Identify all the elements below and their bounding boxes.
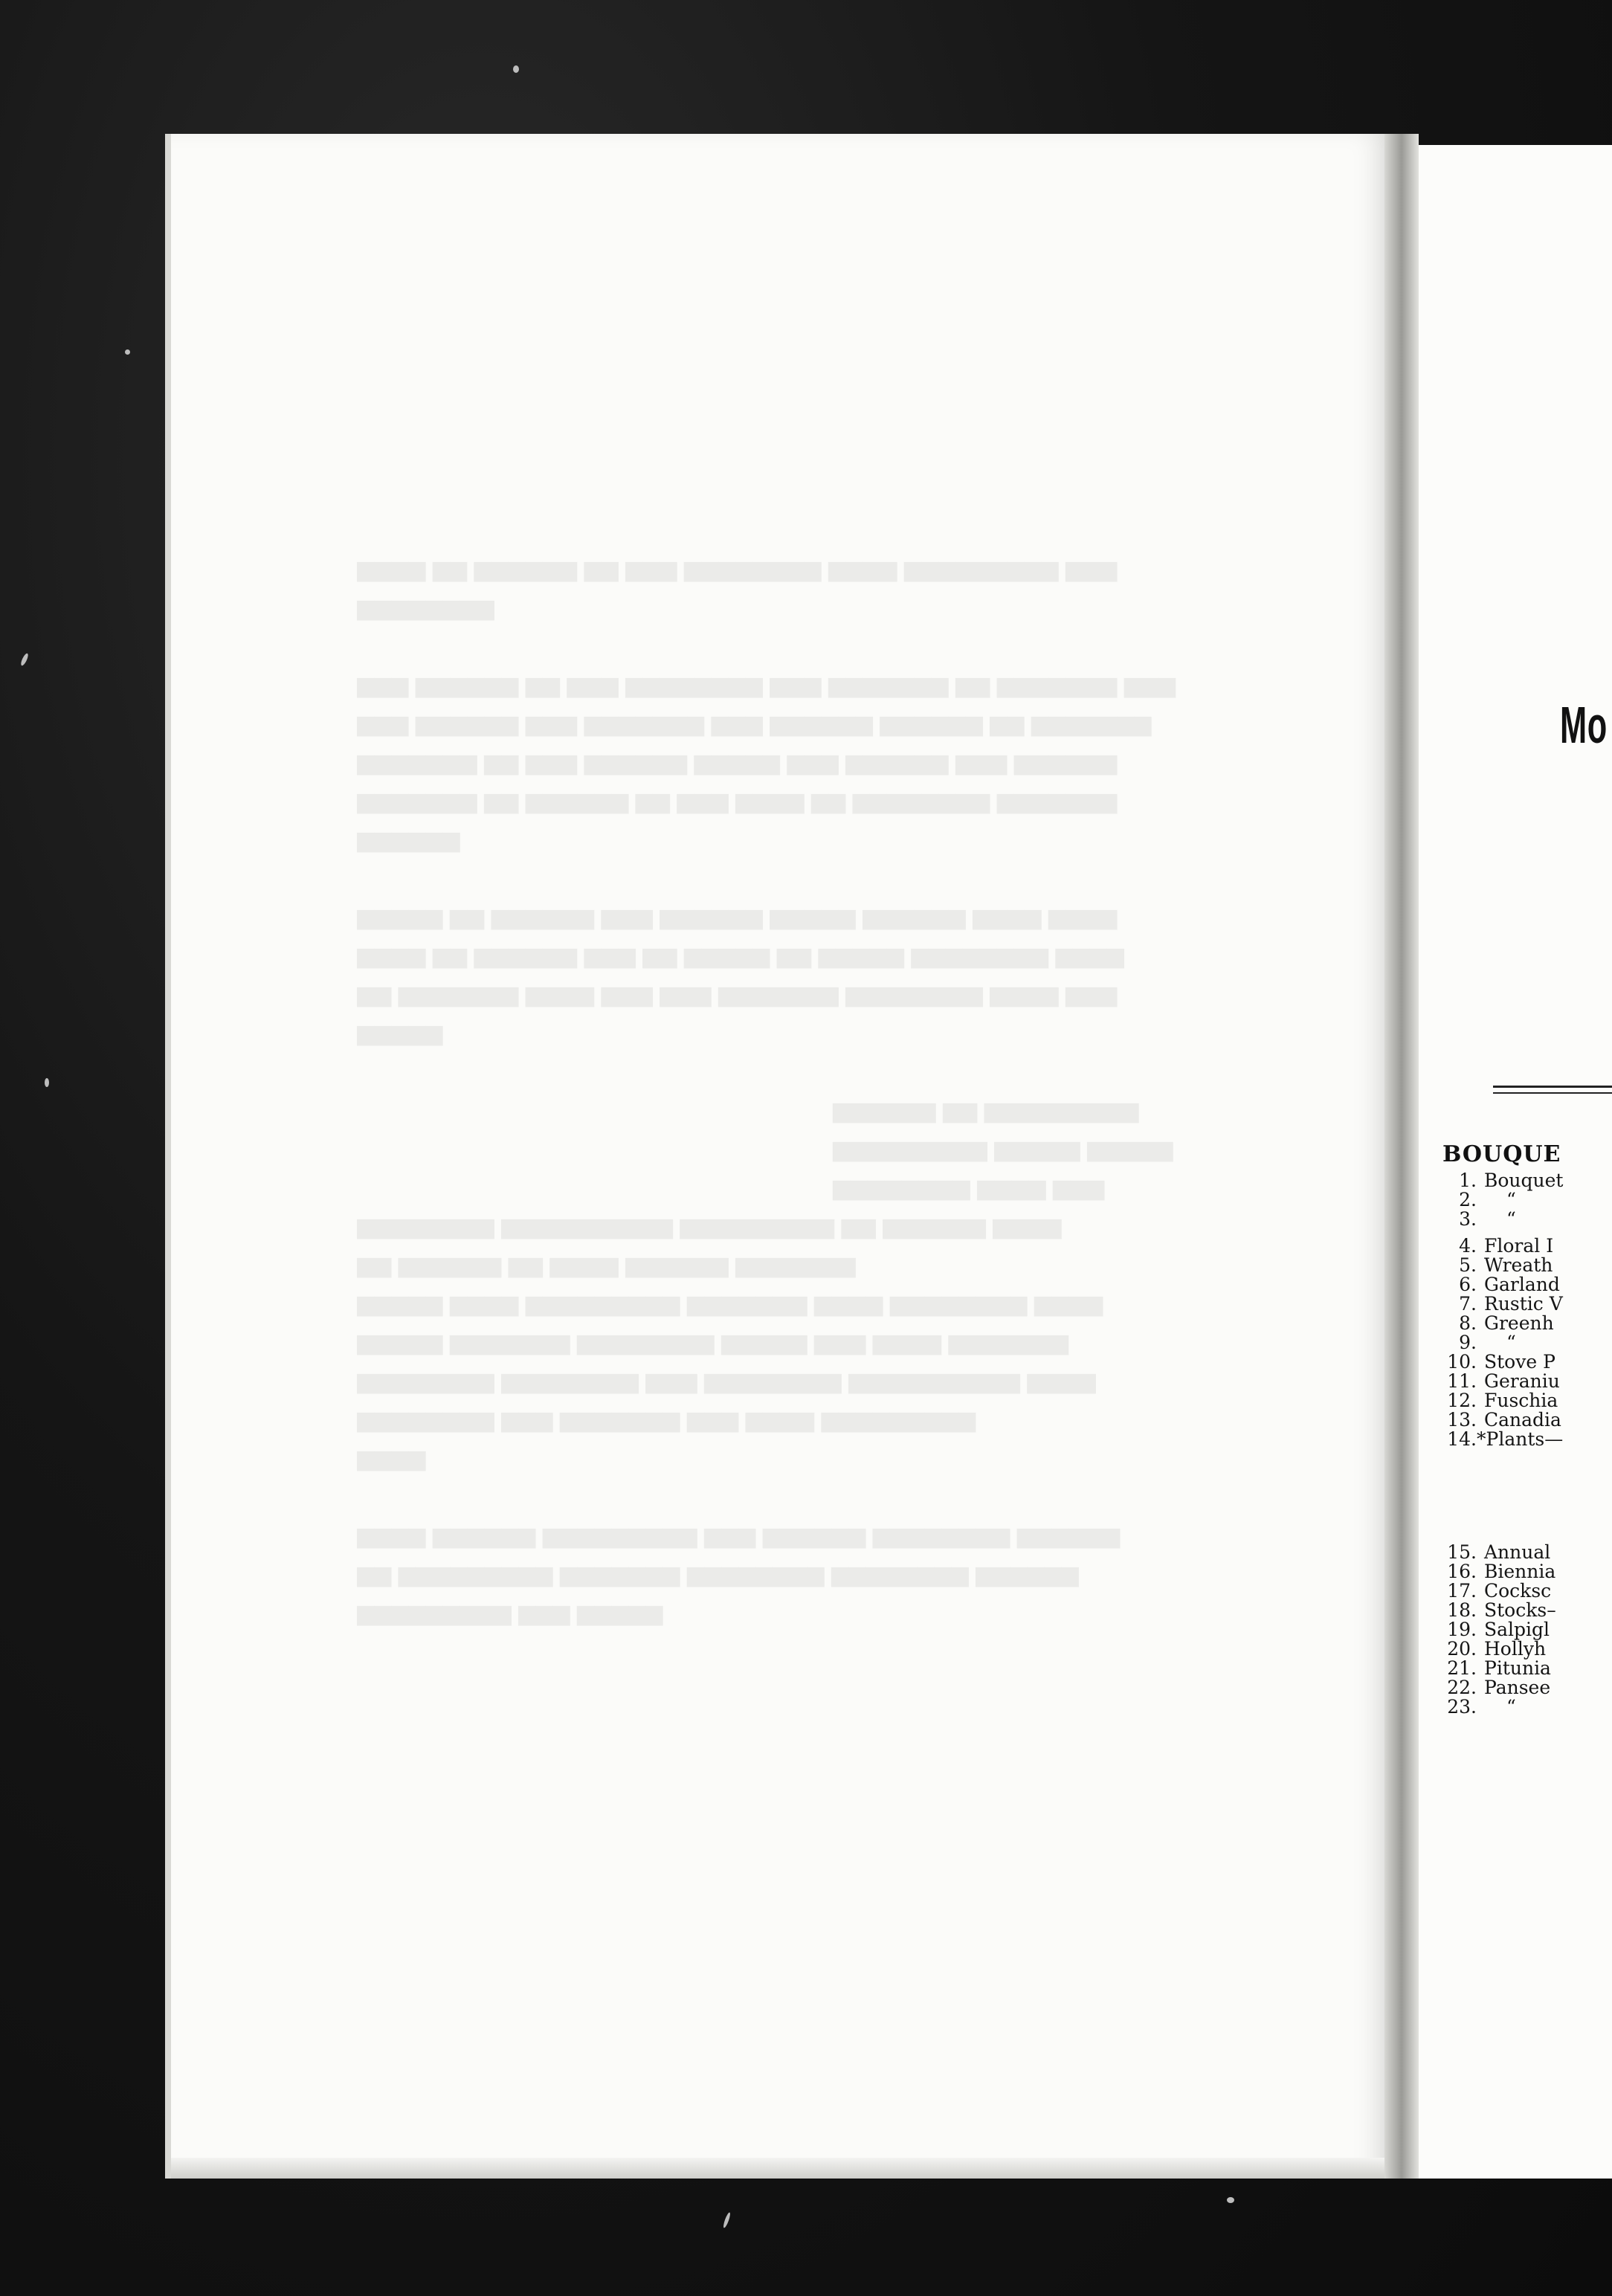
list-item: 21. Pitunia <box>1447 1657 1551 1679</box>
list-item: 20. Hollyh <box>1447 1638 1547 1660</box>
list-item: 3. “ <box>1459 1208 1516 1230</box>
right-page-cropped <box>1419 145 1612 2179</box>
list-item: 8. Greenh <box>1459 1312 1554 1334</box>
list-item: 12. Fuschia <box>1447 1390 1558 1411</box>
list-item: 14.*Plants— <box>1447 1428 1564 1450</box>
list-item: 5. Wreath <box>1459 1254 1553 1276</box>
dust-speck <box>125 349 130 355</box>
section-heading-fragment: BOUQUE <box>1442 1141 1561 1167</box>
book-gutter <box>1384 134 1419 2179</box>
list-item: 7. Rustic V <box>1459 1293 1563 1315</box>
dust-speck <box>513 65 519 73</box>
bleed-through-text: ▆▆▆▆ ▆▆ ▆▆▆▆▆▆ ▆▆ ▆▆▆ ▆▆▆▆▆▆▆▆ ▆▆▆▆ ▆▆▆▆▆▆▆▆▆ ▆▆▆ ▆▆▆▆▆▆▆▆ ▆▆▆ ▆▆▆▆▆▆ ▆▆ ▆▆▆ ▆▆▆▆▆▆▆▆ ▆▆▆ ▆▆▆▆▆▆▆ ▆▆ ▆▆▆▆▆▆▆ ▆▆▆ ▆▆▆ ▆▆▆▆▆▆ ▆▆▆ ▆▆▆▆▆▆▆ ▆▆▆ ▆▆▆▆▆▆ ▆▆▆▆▆▆ ▆▆ ▆▆▆▆▆▆▆ ▆▆▆▆▆▆▆ ▆▆ ▆▆▆ ▆▆▆▆▆▆ ▆▆▆▆▆ ▆▆▆ ▆▆▆▆▆▆ ▆▆▆ ▆▆▆▆▆▆ ▆▆▆▆▆▆▆ ▆▆ ▆▆▆▆▆▆ ▆▆ ▆▆▆ ▆▆▆▆ ▆▆ ▆▆▆▆▆▆▆▆ ▆▆▆▆▆▆▆ ▆▆▆▆▆▆ ▆▆▆▆▆ ▆▆ ▆▆▆▆▆▆ ▆▆▆ ▆▆▆▆▆▆ ▆▆▆▆▆ ▆▆▆▆▆▆ ▆▆▆▆ ▆▆▆▆ ▆▆▆▆ ▆▆ ▆▆▆▆▆▆ ▆▆▆ ▆▆ ▆▆▆▆▆ ▆▆ ▆▆▆▆▆ ▆▆▆▆▆▆▆▆ ▆▆▆▆ ▆▆ ▆▆▆▆▆▆▆ ▆▆▆▆ ▆▆▆ ▆▆▆ ▆▆▆▆▆▆▆ ▆▆▆▆▆▆▆▆ ▆▆▆▆ ▆▆▆ ▆▆▆▆▆ ▆▆▆▆▆▆ ▆▆ ▆▆▆▆▆▆▆▆▆ ▆▆▆▆▆▆▆▆▆ ▆▆▆▆▆ ▆▆▆▆▆ ▆▆▆▆▆▆▆▆ ▆▆▆▆ ▆▆▆ ▆▆▆▆▆▆▆▆ ▆▆▆▆▆▆▆▆▆▆ ▆▆▆▆▆▆▆▆▆ ▆▆ ▆▆▆▆▆▆ ▆▆▆▆ ▆▆ ▆▆▆▆▆▆ ▆▆ ▆▆▆▆ ▆▆▆▆▆▆ ▆▆▆▆▆▆▆ ▆▆▆▆▆ ▆▆▆▆ ▆▆▆▆▆▆▆▆▆ ▆▆▆▆▆▆▆ ▆▆▆▆ ▆▆▆▆▆▆▆▆ ▆▆▆▆ ▆▆▆▆▆ ▆▆▆▆▆▆▆ ▆▆▆▆▆▆▆▆ ▆▆▆▆▆ ▆▆▆ ▆▆▆▆ ▆▆▆▆▆▆▆ ▆▆▆▆▆▆▆▆ ▆▆▆▆▆▆▆▆ ▆▆▆ ▆▆▆▆▆▆▆▆ ▆▆▆▆▆▆▆▆▆▆ ▆▆▆▆ ▆▆▆▆▆▆▆▆ ▆▆▆ ▆▆▆▆▆▆▆ ▆▆▆ ▆▆▆▆ ▆▆▆▆▆▆▆▆▆ ▆▆▆▆ ▆▆▆▆ ▆▆▆▆▆▆ ▆▆▆▆▆▆▆▆▆ ▆▆▆ ▆▆▆▆▆▆ ▆▆▆▆▆▆▆▆ ▆▆▆▆▆▆ ▆▆ ▆▆▆▆▆▆▆▆▆ ▆▆▆▆▆▆▆ ▆▆▆▆▆▆▆▆ ▆▆▆▆▆▆▆▆ ▆▆▆▆▆▆ ▆▆▆▆▆▆▆▆▆ ▆▆▆ ▆▆▆▆▆ <box>357 556 1176 1626</box>
list-item: 16. Biennia <box>1447 1561 1556 1582</box>
list-item: 18. Stocks– <box>1447 1599 1556 1621</box>
list-item: 4. Floral I <box>1459 1235 1554 1257</box>
dust-speck <box>1227 2197 1234 2203</box>
list-item: 22. Pansee <box>1447 1677 1551 1698</box>
page-bottom-edge <box>171 2158 1390 2179</box>
list-item: 13. Canadia <box>1447 1409 1561 1431</box>
list-item: 10. Stove P <box>1447 1351 1555 1373</box>
left-page-blank <box>165 134 1390 2179</box>
list-item: 19. Salpigl <box>1447 1619 1550 1640</box>
list-item: 2. “ <box>1459 1189 1516 1210</box>
list-item: 9. “ <box>1459 1332 1516 1353</box>
list-item: 1. Bouquet <box>1459 1170 1564 1191</box>
list-item: 17. Cocksc <box>1447 1580 1552 1602</box>
double-rule <box>1493 1086 1612 1094</box>
dust-speck <box>45 1078 49 1087</box>
list-item: 6. Garland <box>1459 1274 1560 1295</box>
list-item: 11. Geraniu <box>1447 1370 1560 1392</box>
list-item: 15. Annual <box>1447 1541 1551 1563</box>
heading-fragment: Mo <box>1560 696 1608 754</box>
list-item: 23. “ <box>1447 1696 1516 1718</box>
